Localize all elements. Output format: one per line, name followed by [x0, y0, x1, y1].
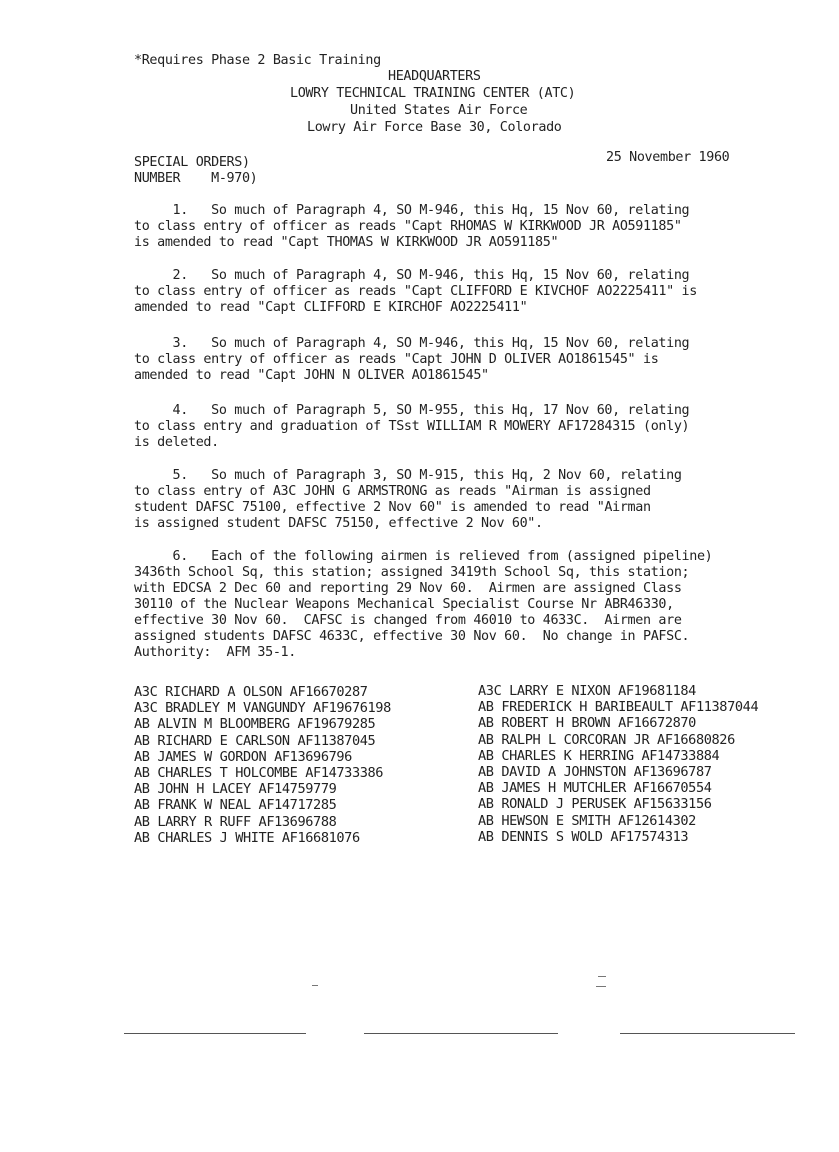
list-item: AB RONALD J PERUSEK AF15633156 [478, 796, 712, 813]
bottom-rule-right [620, 1033, 795, 1034]
paragraph-3-line-1: 3. So much of Paragraph 4, SO M-946, this Hq, 15 Nov 60, relating [134, 336, 690, 351]
paragraph-2-line-1: 2. So much of Paragraph 4, SO M-946, this Hq, 15 Nov 60, relating [134, 268, 690, 283]
paragraph-6-line-6: assigned students DAFSC 4633C, effective 30 Nov 60. No change in PAFSC. [134, 629, 690, 644]
list-item: AB FRANK W NEAL AF14717285 [134, 797, 337, 814]
airmen-list-left [134, 684, 391, 846]
requirement-note: *Requires Phase 2 Basic Training [134, 53, 381, 68]
paragraph-4-line-1: 4. So much of Paragraph 5, SO M-955, this Hq, 17 Nov 60, relating [134, 403, 690, 418]
paragraph-5-line-2: to class entry of A3C JOHN G ARMSTRONG as reads "Airman is assigned [134, 484, 651, 499]
org-center-name: LOWRY TECHNICAL TRAINING CENTER (ATC) [290, 86, 576, 101]
paragraph-3-line-3: amended to read "Capt JOHN N OLIVER AO1861545" [134, 368, 489, 383]
paragraph-5-line-3: student DAFSC 75100, effective 2 Nov 60" is amended to read "Airman [134, 500, 651, 515]
org-service: United States Air Force [350, 103, 528, 118]
paragraph-5-line-4: is assigned student DAFSC 75150, effective 2 Nov 60". [134, 516, 543, 531]
org-base: Lowry Air Force Base 30, Colorado [307, 120, 562, 135]
org-headquarters: HEADQUARTERS [388, 69, 481, 84]
paragraph-6-line-5: effective 30 Nov 60. CAFSC is changed from 46010 to 4633C. Airmen are [134, 613, 682, 628]
list-item: AB DAVID A JOHNSTON AF13696787 [478, 764, 712, 781]
orders-label: SPECIAL ORDERS) [134, 155, 250, 170]
paper-speck [596, 986, 606, 987]
orders-date: 25 November 1960 [606, 150, 730, 165]
paragraph-6-line-7: Authority: AFM 35-1. [134, 645, 296, 660]
paragraph-1-line-3: is amended to read "Capt THOMAS W KIRKWOOD JR AO591185" [134, 235, 559, 250]
list-item: AB LARRY R RUFF AF13696788 [134, 813, 337, 830]
paragraph-3-line-2: to class entry of officer as reads "Capt JOHN D OLIVER AO1861545" is [134, 352, 659, 367]
list-item: A3C BRADLEY M VANGUNDY AF19676198 [134, 700, 391, 717]
list-item: A3C RICHARD A OLSON AF16670287 [134, 684, 368, 700]
airmen-list-right [478, 683, 758, 845]
paragraph-4-line-3: is deleted. [134, 435, 219, 450]
list-item: AB HEWSON E SMITH AF12614302 [478, 812, 696, 829]
list-item: AB JAMES H MUTCHLER AF16670554 [478, 780, 712, 797]
paragraph-4-line-2: to class entry and graduation of TSst WILLIAM R MOWERY AF17284315 (only) [134, 419, 690, 434]
list-item: AB RALPH L CORCORAN JR AF16680826 [478, 731, 735, 748]
paragraph-2-line-2: to class entry of officer as reads "Capt CLIFFORD E KIVCHOF AO2225411" is [134, 284, 697, 299]
orders-number: NUMBER M-970) [134, 171, 258, 186]
paragraph-1-line-2: to class entry of officer as reads "Capt RHOMAS W KIRKWOOD JR AO591185" [134, 219, 682, 234]
bottom-rule-middle [364, 1033, 558, 1034]
paper-speck [312, 985, 318, 986]
list-item: AB CHARLES K HERRING AF14733884 [478, 747, 720, 764]
list-item: AB ALVIN M BLOOMBERG AF19679285 [134, 716, 376, 733]
list-item: AB ROBERT H BROWN AF16672870 [478, 715, 696, 732]
paragraph-5-line-1: 5. So much of Paragraph 3, SO M-915, this Hq, 2 Nov 60, relating [134, 468, 682, 483]
list-item: AB DENNIS S WOLD AF17574313 [478, 828, 689, 845]
paragraph-6-line-2: 3436th School Sq, this station; assigned 3419th School Sq, this station; [134, 565, 690, 580]
list-item: AB JOHN H LACEY AF14759779 [134, 781, 337, 798]
paragraph-2-line-3: amended to read "Capt CLIFFORD E KIRCHOF AO2225411" [134, 300, 528, 315]
list-item: AB CHARLES J WHITE AF16681076 [134, 829, 360, 846]
list-item: AB FREDERICK H BARIBEAULT AF11387044 [478, 699, 759, 716]
list-item: AB RICHARD E CARLSON AF11387045 [134, 732, 376, 749]
bottom-rule-left [124, 1033, 306, 1034]
list-item: AB JAMES W GORDON AF13696796 [134, 748, 352, 765]
paragraph-6-line-3: with EDCSA 2 Dec 60 and reporting 29 Nov 60. Airmen are assigned Class [134, 581, 682, 596]
paragraph-6-line-1: 6. Each of the following airmen is relieved from (assigned pipeline) [134, 549, 713, 564]
paragraph-1-line-1: 1. So much of Paragraph 4, SO M-946, this Hq, 15 Nov 60, relating [134, 203, 690, 218]
paragraph-6-line-4: 30110 of the Nuclear Weapons Mechanical Specialist Course Nr ABR46330, [134, 597, 674, 612]
list-item: A3C LARRY E NIXON AF19681184 [478, 683, 696, 699]
list-item: AB CHARLES T HOLCOMBE AF14733386 [134, 765, 384, 782]
paper-speck [598, 976, 606, 977]
